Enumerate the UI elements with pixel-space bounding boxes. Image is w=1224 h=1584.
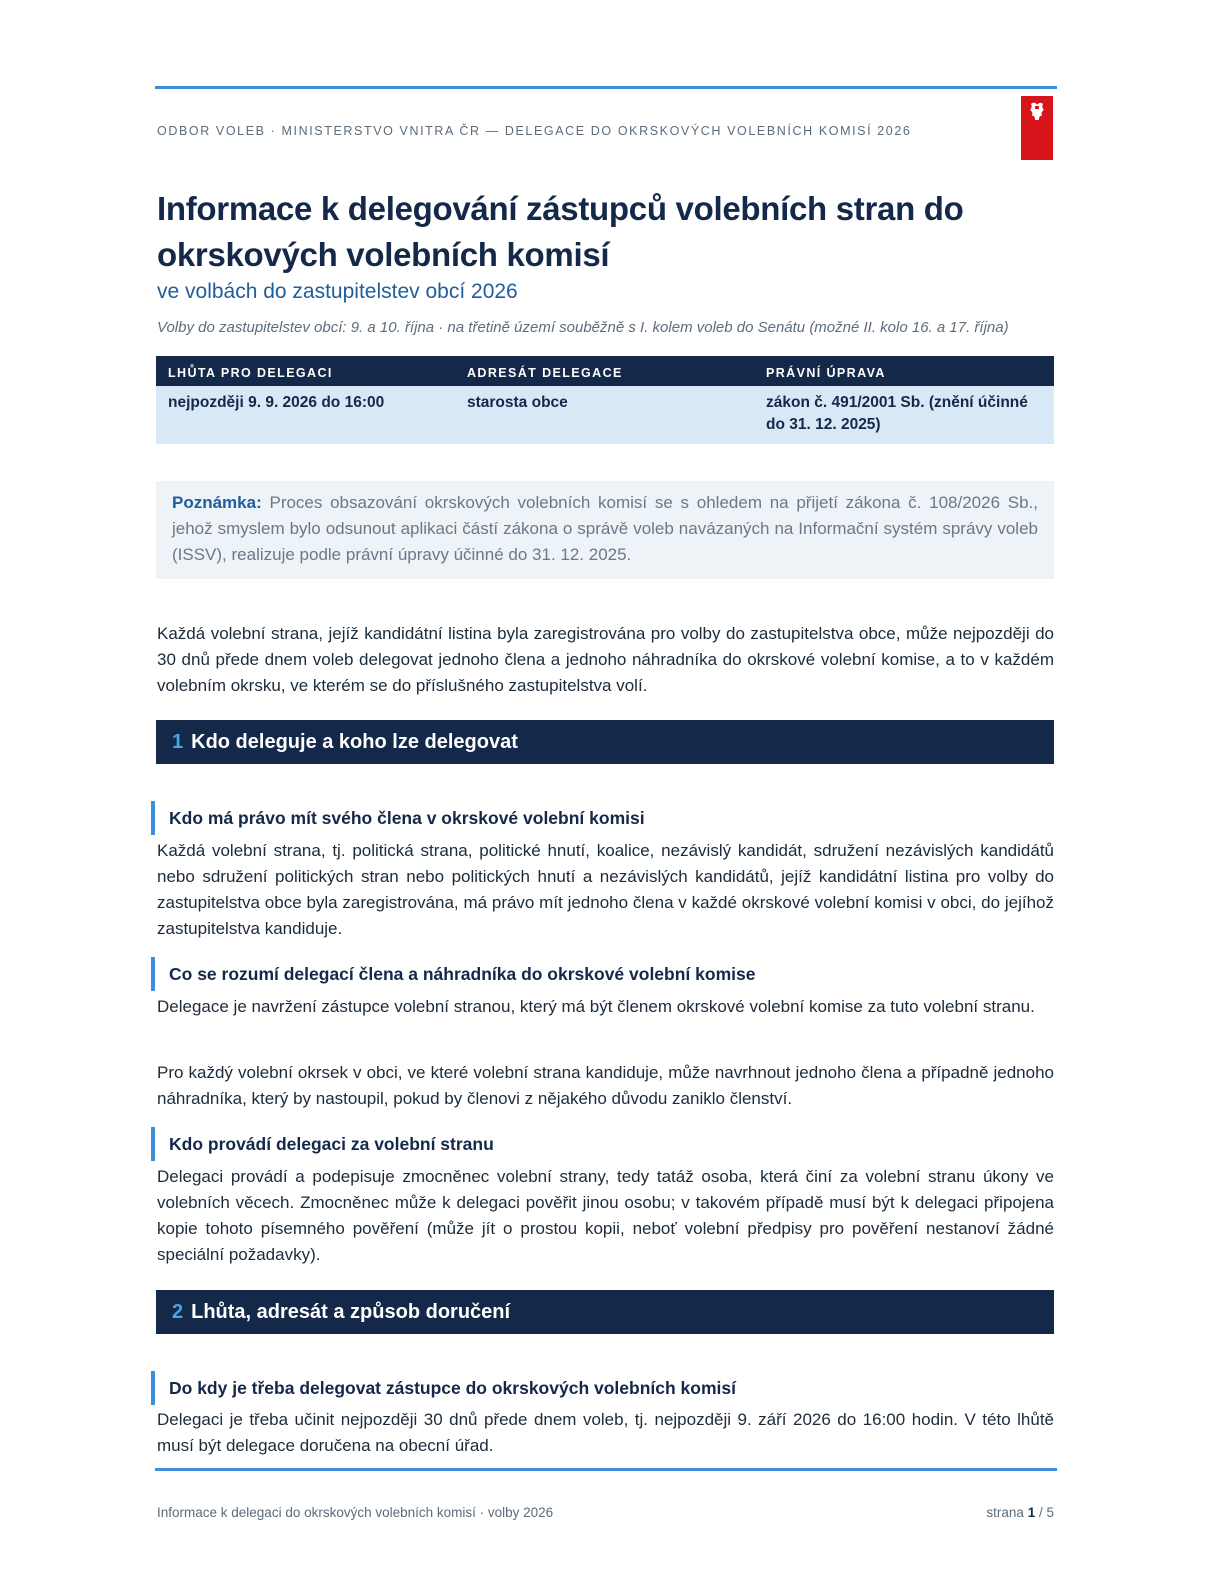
footer-title: Informace k delegaci do okrskových volebních komisí · volby 2026 xyxy=(157,1505,554,1520)
body-paragraph: Každá volební strana, tj. politická strana, politické hnutí, koalice, nezávislý kandidát, sdružení nezávislých kandidátů nebo sdružení politických stran nebo politických hnutí a nezávislých kandidátů, jejíž kandidátní listina pro volby do zastupitelstva obce byla zaregistrována, má právo mít jednoho člena v každé okrskové volební komisi v obci, do jejíhož zastupitelstva kandiduje. xyxy=(157,841,1054,938)
page-number xyxy=(986,1505,1054,1520)
body-paragraph: Delegaci provádí a podepisuje zmocněnec volební strany, tedy tatáž osoba, která činí za volební stranu úkony ve volebních věcech. Zmocněnec může k delegaci pověřit jinou osobu; v takovém případě musí být k delegaci připojena kopie tohoto písemného pověření (může jít o prostou kopii, neboť volební předpisy pro pověření nestanoví žádné speciální požadavky). xyxy=(157,1167,1054,1264)
running-header: ODBOR VOLEB · MINISTERSTVO VNITRA ČR — DELEGACE DO OKRSKOVÝCH VOLEBNÍCH KOMISÍ 2026 xyxy=(157,124,912,138)
note-text: Proces obsazování okrskových volebních komisí se s ohledem na přijetí zákona č. 108/2026 Sb., jehož smyslem bylo odsunout aplikaci částí zákona o správě voleb navázaných na Informační systém správy voleb (ISSV), realizuje podle právní úpravy účinné do 31. 12. 2025. xyxy=(172,493,1038,564)
table-cell-legal: zákon č. 491/2001 Sb. (znění účinné do 31. 12. 2025) xyxy=(754,386,1054,444)
table-header-deadline: LHŮTA PRO DELEGACI xyxy=(156,356,455,386)
subsection-heading: Kdo provádí delegaci za volební stranu xyxy=(151,1127,494,1161)
section-heading-1 xyxy=(156,720,1054,764)
section-heading-2 xyxy=(156,1290,1054,1334)
note-label: Poznámka: xyxy=(172,493,262,512)
table-row xyxy=(156,386,1054,444)
top-rule xyxy=(155,86,1057,89)
table-cell-deadline: nejpozději 9. 9. 2026 do 16:00 xyxy=(156,386,455,444)
key-info-table xyxy=(156,356,1054,444)
table-header-row xyxy=(156,356,1054,386)
intro-paragraph: Každá volební strana, jejíž kandidátní listina byla zaregistrována pro volby do zastupitelstva obce, může nejpozději do 30 dnů přede dnem voleb delegovat jednoho člena a jednoho náhradníka do okrskové volební komise, a to v každém volebním okrsku, ve kterém se do příslušného zastupitelstva volí. xyxy=(157,624,1054,695)
table-header-addressee: ADRESÁT DELEGACE xyxy=(455,356,754,386)
section-number: 2 xyxy=(172,1301,184,1323)
page-total: 5 xyxy=(1046,1505,1054,1520)
body-paragraph: Delegaci je třeba učinit nejpozději 30 dnů přede dnem voleb, tj. nejpozději 9. září 2026 do 16:00 hodin. V této lhůtě musí být delegace doručena na obecní úřad. xyxy=(157,1410,1054,1455)
page-label: strana xyxy=(986,1505,1028,1520)
bottom-rule xyxy=(155,1468,1057,1471)
czech-coat-of-arms-icon xyxy=(1021,96,1053,160)
table-cell-addressee: starosta obce xyxy=(455,386,754,444)
section-title: Kdo deleguje a koho lze delegovat xyxy=(191,731,518,753)
note-box xyxy=(156,481,1054,579)
page-separator: / xyxy=(1035,1505,1047,1520)
body-paragraph: Pro každý volební okrsek v obci, ve které volební strana kandiduje, může navrhnout jednoho člena a případně jednoho náhradníka, který by nastoupil, pokud by členovi z nějakého důvodu zaniklo členství. xyxy=(157,1063,1054,1108)
page-current: 1 xyxy=(1027,1505,1036,1520)
subsection-heading: Co se rozumí delegací člena a náhradníka do okrskové volební komise xyxy=(151,957,755,991)
section-number: 1 xyxy=(172,731,184,753)
subsection-heading: Kdo má právo mít svého člena v okrskové volební komisi xyxy=(151,801,645,835)
document-title: Informace k delegování zástupců volebních stran do okrskových volebních komisí xyxy=(157,190,964,273)
section-title: Lhůta, adresát a způsob doručení xyxy=(191,1301,511,1323)
table-header-legal: PRÁVNÍ ÚPRAVA xyxy=(754,356,1054,386)
subsection-heading: Do kdy je třeba delegovat zástupce do okrskových volebních komisí xyxy=(151,1371,736,1405)
body-paragraph: Delegace je navržení zástupce volební stranou, který má být členem okrskové volební komise za tuto volební stranu. xyxy=(157,997,1035,1016)
document-subtitle: ve volbách do zastupitelstev obcí 2026 xyxy=(157,280,518,303)
election-dates: Volby do zastupitelstev obcí: 9. a 10. října · na třetině území souběžně s I. kolem voleb do Senátu (možné II. kolo 16. a 17. října) xyxy=(157,319,1009,336)
